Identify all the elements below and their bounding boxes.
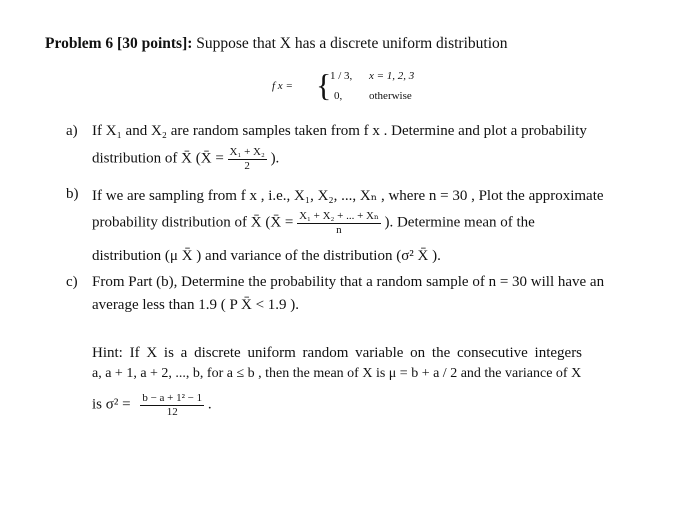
part-a-line2 [92, 146, 279, 172]
hint-fraction [140, 392, 204, 418]
part-b-line2-prefix: probability distribution of X̄ (X̄ = [92, 214, 294, 231]
pmf-brace: { [316, 67, 332, 103]
part-c-line1: From Part (b), Determine the probability that a random sample of n = 30 will have an [92, 274, 605, 290]
hint-frac-denominator: 12 [166, 405, 178, 418]
part-a-line2-suffix: ). [270, 150, 280, 167]
part-b-label: b) [66, 186, 79, 202]
part-a-label: a) [66, 123, 78, 139]
part-a-line1: If X₁ and X₂ are random samples taken from f x . Determine and plot a probability [92, 123, 587, 139]
problem-title: Problem 6 [30 points]: [45, 35, 193, 52]
part-b-line1: If we are sampling from f x , i.e., X₁, X₂, ..., Xₙ , where n = 30 , Plot the approximate [92, 188, 604, 204]
pmf-case1-value: 1 / 3, [330, 70, 353, 82]
pmf-case2-condition: otherwise [369, 90, 412, 102]
hint-line3-prefix: is σ² = [92, 396, 131, 413]
hint-line1: Hint: If X is a discrete uniform random variable on the consecutive integers [92, 345, 583, 361]
part-a-frac-numerator: X₁ + X₂ [229, 146, 265, 158]
part-b-line3: distribution (μ X̄ ) and variance of the distribution (σ² X̄ ). [92, 248, 441, 264]
pmf-case1-condition: x = 1, 2, 3 [369, 70, 415, 82]
pmf-case2-value: 0, [334, 90, 343, 102]
part-a-line2-prefix: distribution of X̄ (X̄ = [92, 150, 224, 167]
part-a-fraction [228, 146, 267, 172]
pmf-lhs: f x = [272, 80, 293, 92]
problem-intro: Suppose that X has a discrete uniform distribution [196, 35, 508, 52]
part-b-fraction [297, 210, 381, 236]
part-b-frac-numerator: X₁ + X₂ + ... + Xₙ [299, 210, 379, 222]
problem-heading [45, 35, 508, 53]
hint-line3-suffix: . [207, 396, 212, 413]
part-c-label: c) [66, 274, 78, 290]
part-c-line2: average less than 1.9 ( P X̄ < 1.9 ). [92, 297, 300, 313]
hint-line3 [92, 392, 212, 418]
part-b-frac-denominator: n [336, 223, 342, 236]
part-b-line2 [92, 210, 535, 236]
hint-line2: a, a + 1, a + 2, ..., b, for a ≤ b , then the mean of X is μ = b + a / 2 and the variance of X [92, 366, 582, 381]
part-a-frac-denominator: 2 [244, 159, 250, 172]
hint-frac-numerator: b − a + 1² − 1 [142, 392, 203, 404]
part-b-line2-suffix: ). Determine mean of the [384, 214, 535, 231]
